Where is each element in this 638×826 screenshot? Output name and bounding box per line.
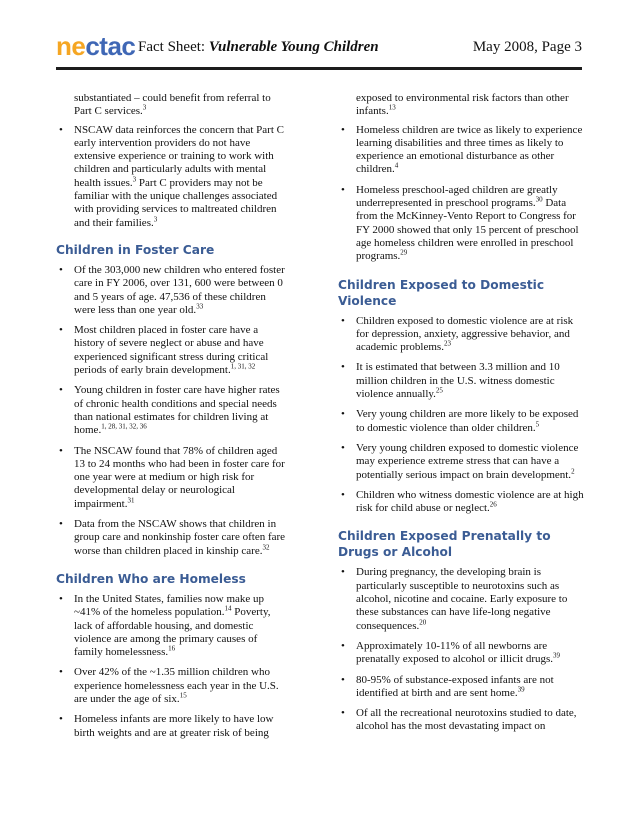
foster-care-bullets [56,264,288,558]
bullet-text: Most children placed in foster care have a history of severe neglect or abuse and have experienced significant stress during critical periods of early brain development. [74,324,269,377]
list-item [338,315,584,355]
bullet-icon: • [341,123,345,136]
bullet-text: Children exposed to domestic violence are at risk for depression, anxiety, aggressive behavior, and academic problems. [356,314,574,354]
list-item [338,707,584,734]
list-item [56,666,288,706]
bullet-text: During pregnancy, the developing brain is particularly susceptible to neurotoxins such as alcohol, nicotine and cocaine. [356,566,560,606]
bullet-icon: • [59,592,63,605]
citation-superscript: 15 [179,691,187,700]
list-item [56,593,288,659]
paragraph-text: exposed to environmental risk factors than other infants. [356,92,569,118]
bullet-icon: • [59,384,63,397]
logo-part-ne: ne [56,31,86,61]
citation-superscript: 20 [419,617,427,626]
bullet-icon: • [341,707,345,720]
bullet-text: Poverty, lack of affordable housing, and domestic violence are among the primary causes of family homelessness. [74,606,271,659]
citation-superscript: 13 [388,103,396,112]
bullet-text: Part C providers may not be familiar with the unique challenges associated with providing services to maltreated children and their families. [74,176,278,229]
bullet-icon: • [59,123,63,136]
bullet-text: 80-95% of substance-exposed infants are not identified at birth and are sent home. [356,673,554,699]
title-main: Vulnerable Young Children [208,39,379,55]
title-prefix: Fact Sheet: [138,39,209,55]
list-item [56,264,288,317]
bullet-icon: • [59,666,63,679]
foster-care-heading: Children in Foster Care [56,242,215,257]
bullet-text: In the United States, families now make up ~41% of the homeless population. [74,592,265,619]
list-item [338,566,584,632]
paragraph-text: substantiated – could benefit from referral to Part C services. [74,92,271,118]
bullet-icon: • [341,639,345,652]
list-item [338,640,584,667]
domestic-violence-bullets [338,315,584,516]
citation-superscript: 5 [535,419,540,428]
header-rule [56,67,582,70]
list-item [338,408,584,435]
bullet-text: Homeless preschool-aged children are greatly underrepresented in preschool programs. [356,183,558,210]
right-column [338,92,584,741]
bullet-text: Early exposure to these substances can have life-long negative consequences. [356,593,568,632]
citation-superscript: 3 [142,103,147,112]
bullet-text: Homeless infants are more likely to have low birth weights and are at greater risk of being [74,713,274,739]
bullet-icon: • [341,488,345,501]
right-top-bullets [338,124,584,264]
prenatal-drugs-heading: Children Exposed Prenatally to Drugs or Alcohol [338,529,551,560]
list-item [56,124,288,230]
citation-superscript: 2 [571,466,575,475]
bullet-icon: • [59,713,63,726]
bullet-text: NSCAW data reinforces the concern that Part C early intervention providers do not have extensive experience or training to work with children and particularly adults with mental health issues. [74,123,284,189]
list-item [56,713,288,740]
bullet-text: Very young children exposed to domestic violence may experience extreme stress that can have a potentially serious impact on brain development. [356,441,579,481]
list-item [56,518,288,558]
citation-superscript: 39 [517,685,525,694]
logo-part-ctac: ctac [85,31,136,61]
citation-superscript: 3 [132,175,137,184]
citation-superscript: 32 [262,542,270,551]
bullet-text: Of the 303,000 new children who entered foster care in FY 2006, over 131, 600 were between 0 and 5 years of age. 47,536 of these children were less than one year old. [74,263,285,316]
bullet-icon: • [341,408,345,421]
right-continuation [338,92,584,119]
citation-superscript: 26 [489,500,497,509]
citation-superscript: 33 [196,302,204,311]
citation-superscript: 39 [553,651,561,660]
citation-superscript: 14 [224,604,232,613]
bullet-text: Young children in foster care have higher rates of chronic health conditions and special needs than national estimates for children living at home. [74,384,280,437]
citation-superscript: 29 [400,248,408,257]
citation-superscript: 1, 28, 31, 32, 36 [101,422,147,431]
citation-superscript: 25 [435,386,443,395]
bullet-text: Children who witness domestic violence are at high risk for child abuse or neglect. [356,488,584,515]
prenatal-drugs-bullets [338,566,584,733]
nectac-logo [56,30,135,62]
citation-superscript: 31 [127,496,135,505]
continuation-text [74,92,288,119]
domestic-violence-heading: Children Exposed to Domestic Violence [338,277,545,308]
citation-superscript: 3 [153,215,158,224]
bullet-text: Very young children are more likely to be exposed to domestic violence than older children. [356,408,579,434]
bullet-text: Data from the McKinney-Vento Report to Congress for FY 2000 showed that only 15 percent of preschool age homeless children were enrolled in preschool programs. [356,197,579,263]
left-continuation [56,92,288,119]
citation-superscript: 30 [535,195,543,204]
bullet-icon: • [59,444,63,457]
list-item [338,674,584,701]
bullet-icon: • [59,263,63,276]
page-header [56,30,582,64]
list-item [56,384,288,437]
bullet-icon: • [341,673,345,686]
bullet-text: Over 42% of the ~1.35 million children who experience homelessness each year in the U.S. are under the age of six. [74,666,279,705]
citation-superscript: 23 [443,339,451,348]
bullet-icon: • [341,441,345,454]
list-item [56,324,288,377]
citation-superscript: 4 [394,161,399,170]
citation-superscript: 1, 31, 32 [230,362,256,371]
list-item [338,489,584,516]
homeless-heading: Children Who are Homeless [56,571,246,586]
date-page-number: May 2008, Page 3 [472,39,582,55]
bullet-icon: • [59,518,63,531]
citation-superscript: 16 [168,644,176,653]
bullet-text: Homeless children are twice as likely to experience learning disabilities and three times as likely to experience an emotional disturbance as other children. [356,123,583,176]
list-item [338,124,584,177]
bullet-icon: • [341,183,345,196]
list-item [338,184,584,264]
list-item [338,442,584,482]
list-item [338,361,584,401]
bullet-text: The NSCAW found that 78% of children aged 13 to 24 months who had been in foster care for one year were at medium or high risk for developmental delay or neurological impairment. [74,444,285,510]
left-column [56,92,288,747]
bullet-text: Approximately 10-11% of all newborns are prenatally exposed to alcohol or illicit drugs. [356,639,554,666]
homeless-bullets [56,593,288,740]
continuation-text [356,92,584,119]
bullet-text: Of all the recreational neurotoxins studied to date, alcohol has the most devastating impact on [356,707,577,733]
bullet-text: It is estimated that between 3.3 million and 10 million children in the U.S. witness domestic violence annually. [356,361,560,401]
document-title [138,37,379,57]
bullet-icon: • [59,324,63,337]
bullet-text: Data from the NSCAW shows that children in group care and nonkinship foster care often fare worse than children placed in kinship care. [74,518,286,557]
left-top-bullets [56,124,288,230]
bullet-icon: • [341,361,345,374]
bullet-icon: • [341,314,345,327]
bullet-icon: • [341,566,345,579]
list-item [56,445,288,511]
